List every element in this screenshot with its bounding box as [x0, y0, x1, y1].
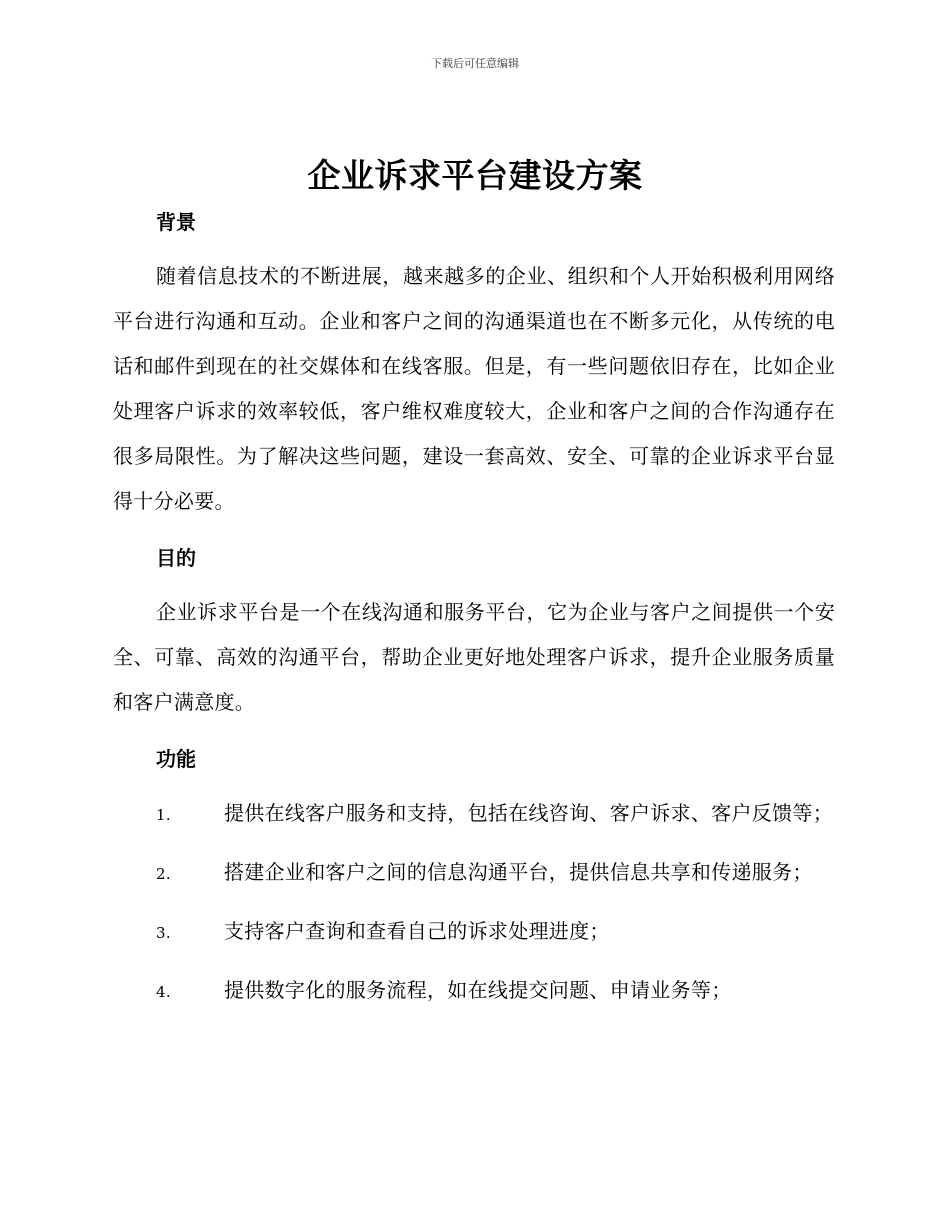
document-title: 企业诉求平台建设方案	[307, 156, 643, 195]
document-body	[113, 200, 835, 1015]
section-heading-features: 功能	[156, 747, 196, 771]
list-item	[113, 968, 835, 1015]
list-item-text: 支持客户查询和查看自己的诉求处理进度；	[224, 919, 610, 943]
page-header-note: 下载后可任意编辑	[431, 57, 519, 70]
section-heading-purpose: 目的	[156, 546, 196, 570]
list-item-number: 1.	[156, 806, 171, 824]
list-item-number: 4.	[156, 983, 171, 1001]
list-item	[113, 909, 835, 956]
section-paragraph-purpose: 企业诉求平台是一个在线沟通和服务平台，它为企业与客户之间提供一个安全、可靠、高效的沟通平台，帮助企业更好地处理客户诉求，提升企业服务质量和客户满意度。	[113, 600, 835, 714]
list-item	[113, 791, 835, 838]
features-list	[113, 791, 835, 1015]
list-item	[113, 850, 835, 897]
list-item-number: 3.	[156, 924, 171, 942]
list-item-text: 提供数字化的服务流程，如在线提交问题、申请业务等；	[224, 978, 732, 1002]
section-paragraph-background: 随着信息技术的不断进展，越来越多的企业、组织和个人开始积极利用网络平台进行沟通和互动。企业和客户之间的沟通渠道也在不断多元化，从传统的电话和邮件到现在的社交媒体和在线客服。但是，有一些问题依旧存在，比如企业处理客户诉求的效率较低，客户维权难度较大，企业和客户之间的合作沟通存在很多局限性。为了解决这些问题，建设一套高效、安全、可靠的企业诉求平台显得十分必要。	[113, 264, 835, 513]
list-item-number: 2.	[156, 865, 171, 883]
section-heading-background: 背景	[156, 210, 196, 234]
list-item-text: 搭建企业和客户之间的信息沟通平台，提供信息共享和传递服务；	[224, 860, 813, 884]
list-item-text: 提供在线客户服务和支持，包括在线咨询、客户诉求、客户反馈等；	[224, 801, 833, 825]
